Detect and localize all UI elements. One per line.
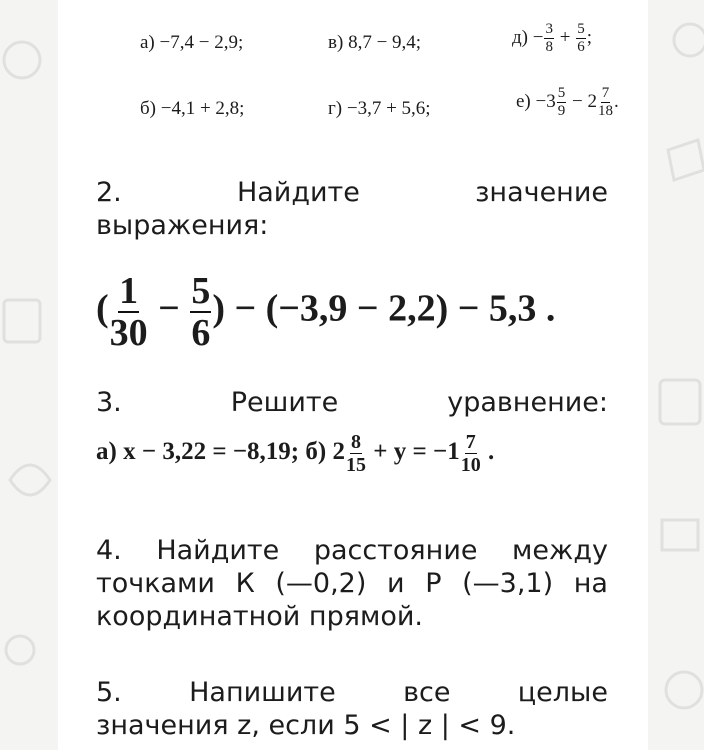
exercise-1d: д) − $\frac{3}{8}$ + $\frac{5}{6}$ ; <box>512 21 592 55</box>
exercise-1e: е) −3 $\frac{5}{9}$ − 2 $\frac{7}{18}$ . <box>516 85 619 119</box>
task-3-equations: а) x − 3,22 = −8,19; б) 2 $\frac{8}{15}$ + y = −1 $\frac{7}{10}$ . <box>96 431 495 476</box>
exercise-1a: а) −7,4 − 2,9; <box>140 32 244 53</box>
exercise-1g: г) −3,7 + 5,6; <box>328 98 431 119</box>
task-4-text: 4. Найдите расстояние между точками К (—0,2) и Р (—3,1) на координатной прямой. <box>96 535 608 632</box>
task-3-heading: 3. Решите уравнение: <box>96 387 608 418</box>
task-2-expression: ( $\frac{1}{30}$ − $\frac{5}{6}$ ) − (−3,9 − 2,2) − 5,3 . <box>96 270 556 354</box>
task-5-text: 5. Напишите все целые значения z, если 5 < | z | < 9. <box>96 677 608 741</box>
exercise-1b: б) −4,1 + 2,8; <box>140 98 245 119</box>
task-2-heading: 2. Найдите значение выражения: <box>96 177 608 241</box>
exercise-1v: в) 8,7 − 9,4; <box>328 32 422 53</box>
